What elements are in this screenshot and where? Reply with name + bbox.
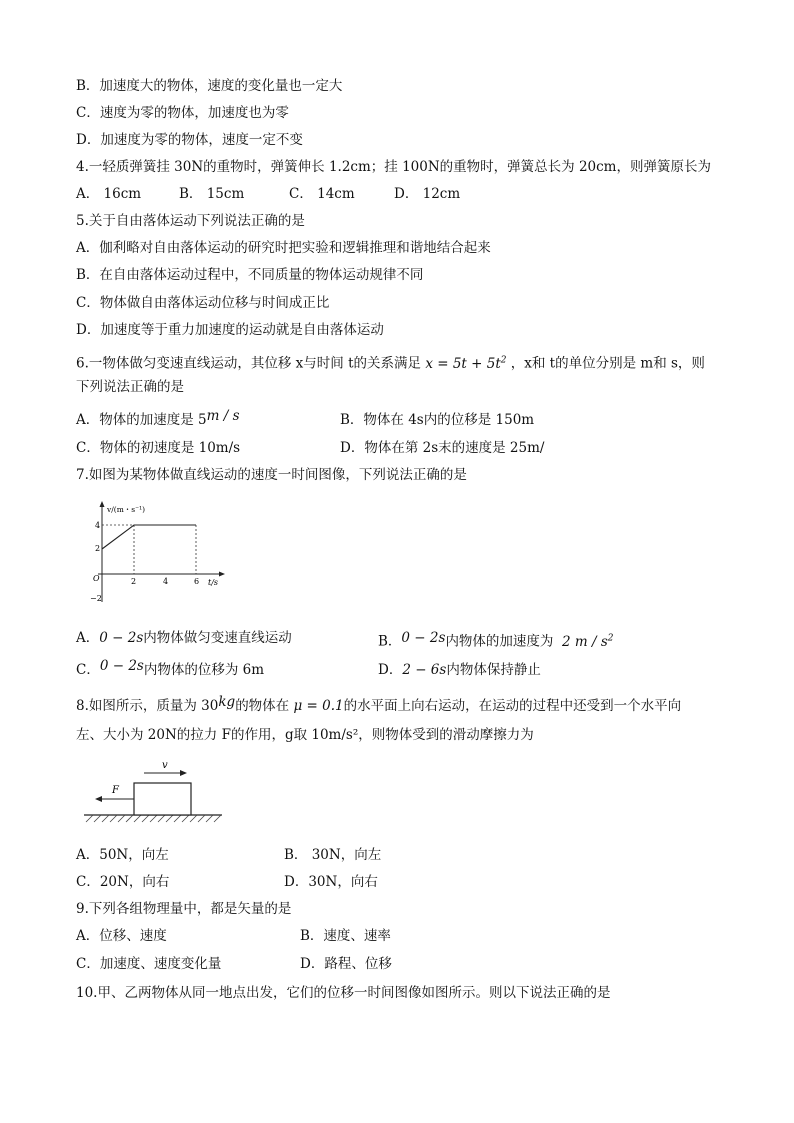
q9-stem: 9.下列各组物理量中，都是矢量的是 <box>76 901 292 917</box>
q7-option-b: B．0 − 2s内物体的加速度为 2 m / $s^2$ <box>378 629 614 650</box>
q3-option-c: C．速度为零的物体，加速度也为零 <box>76 105 289 121</box>
q6-stem-a: 6.一物体做匀变速直线运动，其位移 x与时间 t的关系满足 <box>76 355 422 372</box>
y-tick-4: 4 <box>95 521 101 530</box>
q7-option-c: C．0 − 2s内物体的位移为 6m <box>76 658 265 678</box>
q4-option-c: C． 14cm <box>289 186 355 202</box>
q9-option-b: B．速度、速率 <box>300 928 391 944</box>
q7-option-a: A．0 − 2s内物体做匀变速直线运动 <box>76 630 292 646</box>
q4-option-b: B． 15cm <box>179 186 245 202</box>
x-tick-6: 6 <box>194 577 200 586</box>
x-tick-4: 4 <box>163 577 169 586</box>
q6-option-a-unit: m / s <box>206 408 240 424</box>
q7-option-d: D．2 − 6s内物体保持静止 <box>378 662 541 678</box>
q5-stem: 5.关于自由落体运动下列说法正确的是 <box>76 213 305 229</box>
q5-option-a: A．伽利略对自由落体运动的研究时把实验和逻辑推理和谐地结合起来 <box>76 240 491 256</box>
q7-stem: 7.如图为某物体做直线运动的速度一时间图像，下列说法正确的是 <box>76 467 467 483</box>
q9-option-d: D．路程、位移 <box>300 956 392 972</box>
q8-option-a: A．50N，向左 <box>76 847 169 863</box>
x-tick-2: 2 <box>131 577 137 586</box>
v-axis-label: v/(m・s⁻¹) <box>107 505 146 514</box>
q3-option-d: D．加速度为零的物体，速度一定不变 <box>76 132 303 148</box>
q4-option-d: D． 12cm <box>394 186 461 202</box>
block-figure <box>84 758 224 826</box>
q6-option-b: B．物体在 4s内的位移是 150m <box>340 412 535 428</box>
q8-stem-line1: 8.如图所示，质量为 30kg的物体在 μ = 0.1的水平面上向右运动，在运动的过程中还受到一个水平向 <box>76 694 682 714</box>
q4-option-a: A． 16cm <box>76 186 142 202</box>
q8-option-d: D．30N，向右 <box>284 874 378 890</box>
q5-option-c: C．物体做自由落体运动位移与时间成正比 <box>76 295 330 311</box>
q6-option-d: D．物体在第 2s末的速度是 25m/ <box>340 440 545 456</box>
velocity-line <box>102 525 196 549</box>
q4-stem: 4.一轻质弹簧挂 30N的重物时，弹簧伸长 1.2cm；挂 100N的重物时，弹簧总长为 20cm，则弹簧原长为 <box>76 159 711 175</box>
force-arrowhead-icon <box>95 796 102 802</box>
q10-stem: 10.甲、乙两物体从同一地点出发，它们的位移一时间图像如图所示。则以下说法正确的是 <box>76 985 611 1001</box>
t-axis-arrow-icon <box>219 572 225 577</box>
q8-option-c: C．20N，向右 <box>76 874 170 890</box>
block <box>134 783 191 815</box>
y-tick-neg2: −2 <box>90 594 102 603</box>
vt-graph <box>80 500 230 608</box>
q8-stem-line2: 左、大小为 20N的拉力 F的作用，g取 10m/s²，则物体受到的滑动摩擦力为 <box>76 727 534 743</box>
v-axis-arrow-icon <box>100 501 105 507</box>
velocity-arrowhead-icon <box>180 770 187 776</box>
ground-hatching <box>86 815 221 822</box>
q8-mu: μ = 0.1 <box>293 698 344 714</box>
q6-formula: $x = 5t + 5t^2$ <box>425 355 507 372</box>
q8-option-b: B． 30N，向左 <box>284 847 382 863</box>
velocity-label: v <box>162 760 168 771</box>
t-axis-label: t/s <box>208 578 219 587</box>
q6-option-a: A．物体的加速度是 5m / s <box>76 408 240 428</box>
q9-option-a: A．位移、速度 <box>76 928 167 944</box>
q5-option-d: D．加速度等于重力加速度的运动就是自由落体运动 <box>76 322 384 338</box>
q6-stem-b: ，x和 t的单位分别是 m和 s，则 <box>510 355 705 372</box>
q8-kg: kg <box>218 694 236 710</box>
force-label: F <box>112 785 119 796</box>
q9-option-c: C．加速度、速度变化量 <box>76 956 222 972</box>
q6-option-c: C．物体的初速度是 10m/s <box>76 440 241 456</box>
q6-stem-line1 <box>76 350 705 374</box>
origin-label: O <box>93 574 100 583</box>
q6-stem-c: 下列说法正确的是 <box>76 379 184 395</box>
q5-option-b: B．在自由落体运动过程中，不同质量的物体运动规律不同 <box>76 267 424 283</box>
q3-option-b: B．加速度大的物体，速度的变化量也一定大 <box>76 78 343 94</box>
y-tick-2: 2 <box>95 544 101 553</box>
